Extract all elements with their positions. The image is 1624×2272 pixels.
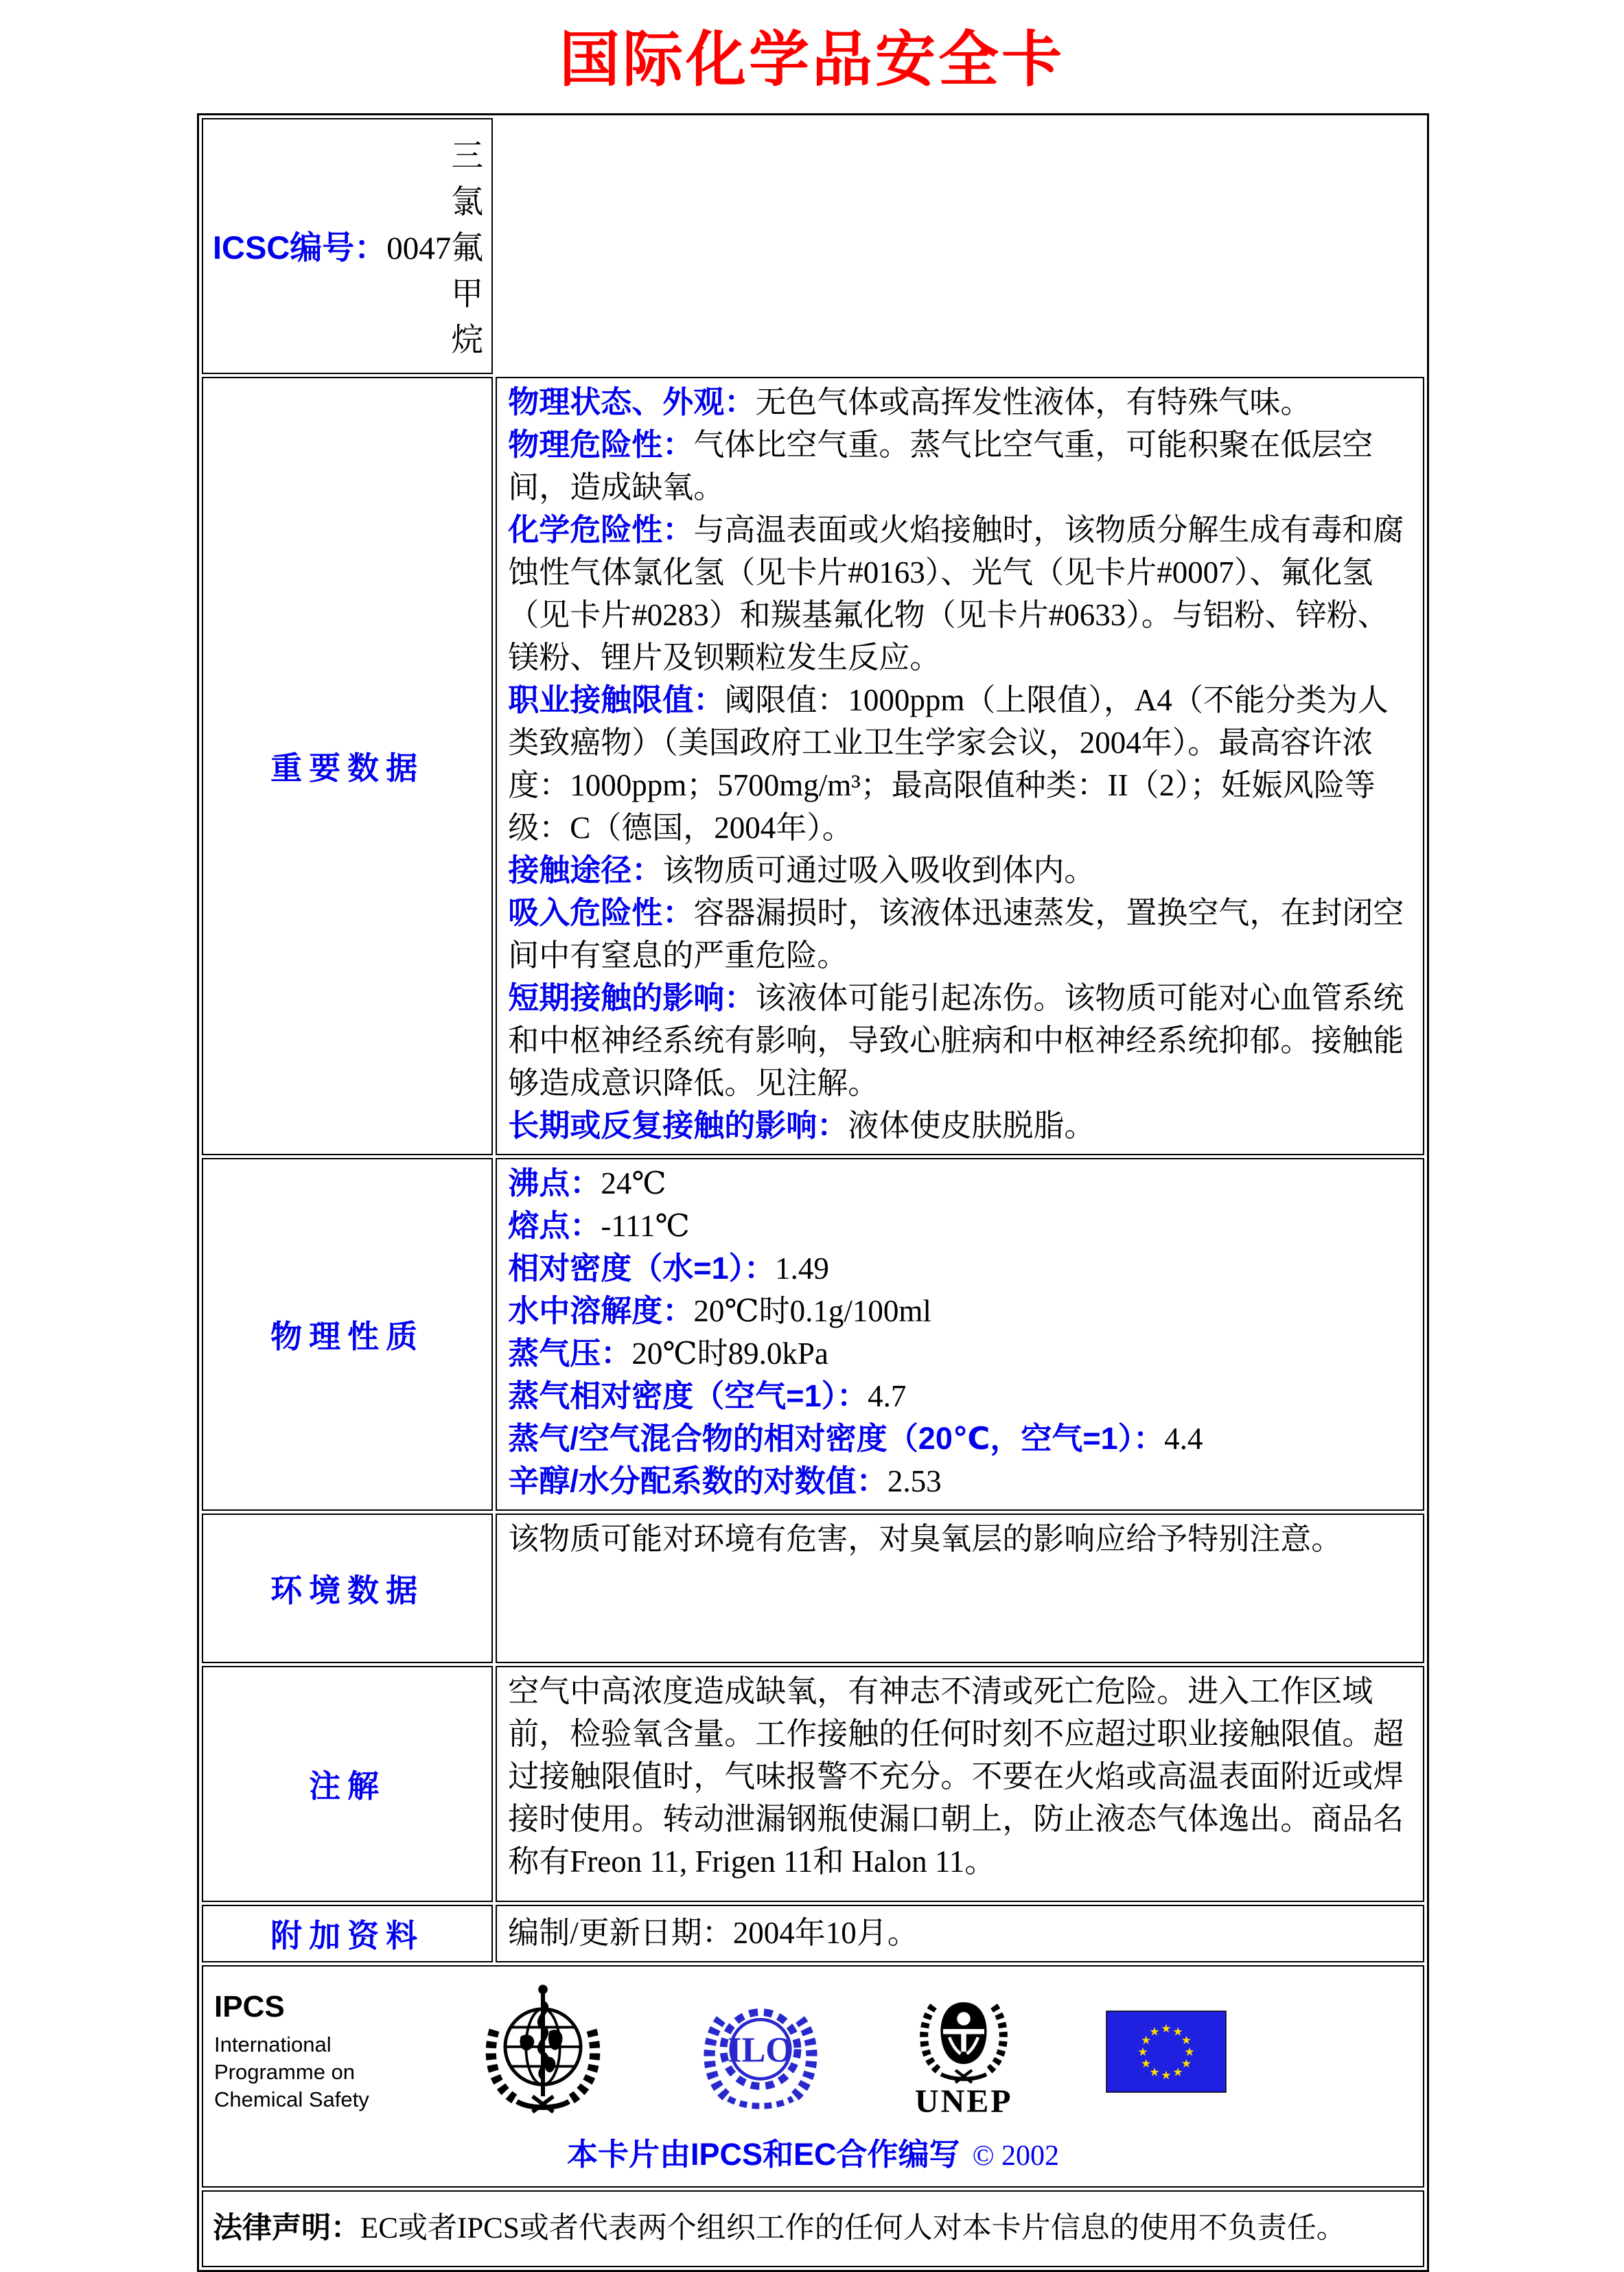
item-label: 长期或反复接触的影响： bbox=[508, 1107, 848, 1143]
unep-label: UNEP bbox=[914, 2083, 1013, 2120]
ipcs-line: Chemical Safety bbox=[214, 2087, 369, 2112]
svg-text:★: ★ bbox=[1172, 2025, 1183, 2039]
svg-text:★: ★ bbox=[1140, 2057, 1152, 2072]
item-label: 短期接触的影响： bbox=[508, 979, 756, 1015]
notes-row bbox=[202, 1666, 1424, 1902]
unep-emblem-icon bbox=[912, 1984, 1015, 2087]
environment-content bbox=[496, 1514, 1424, 1663]
ipcs-text-block bbox=[214, 1990, 387, 2113]
item-label: 物理危险性： bbox=[508, 426, 694, 462]
item-label: 职业接触限值： bbox=[508, 682, 725, 717]
physical-item bbox=[508, 1290, 1413, 1332]
item-label: 物理状态、外观： bbox=[508, 384, 756, 419]
important-item bbox=[508, 424, 1413, 509]
svg-text:★: ★ bbox=[1161, 2069, 1172, 2083]
item-label: 接触途径： bbox=[508, 852, 663, 888]
svg-text:★: ★ bbox=[1137, 2045, 1148, 2060]
legal-label: 法律声明： bbox=[213, 2212, 360, 2245]
item-label: 蒸气相对密度（空气=1）： bbox=[508, 1378, 868, 1413]
svg-text:★: ★ bbox=[1181, 2034, 1192, 2048]
svg-text:★: ★ bbox=[1161, 2022, 1172, 2037]
important-item bbox=[508, 381, 1413, 424]
important-item bbox=[508, 849, 1413, 892]
item-label: 沸点： bbox=[508, 1165, 601, 1201]
important-item bbox=[508, 679, 1413, 849]
footer-caption-text: 本卡片由IPCS和EC合作编写 bbox=[567, 2136, 960, 2172]
legal-text: EC或者IPCS或者代表两个组织工作的任何人对本卡片信息的使用不负责任。 bbox=[360, 2212, 1346, 2245]
item-label: 蒸气/空气混合物的相对密度（20℃，空气=1）： bbox=[508, 1420, 1165, 1456]
item-text: 与高温表面或火焰接触时，该物质分解生成有毒和腐蚀性气体氯化氢（见卡片#0163）、光气（见卡片#0007）、氟化氢（见卡片#0283）和羰基氟化物（见卡片#0633）。与铝粉、锌粉、镁粉、锂片及钡颗粒发生反应。 bbox=[508, 512, 1404, 675]
important-data-row bbox=[202, 377, 1424, 1155]
important-data-row-label: 重要数据 bbox=[202, 377, 493, 1155]
notes-content bbox=[496, 1666, 1424, 1902]
item-text: 气体比空气重。蒸气比空气重，可能积聚在低层空间，造成缺氧。 bbox=[508, 427, 1373, 505]
item-label: 熔点： bbox=[508, 1207, 601, 1243]
item-label: 水中溶解度： bbox=[508, 1293, 694, 1328]
logos-row bbox=[202, 1965, 1424, 2188]
page-title: 国际化学品安全卡 bbox=[559, 27, 1065, 94]
icsc-number-group bbox=[213, 222, 451, 268]
eu-flag-icon bbox=[1106, 2010, 1227, 2093]
ipcs-line: International bbox=[214, 2032, 332, 2057]
additional-info-text: 编制/更新日期：2004年10月。 bbox=[508, 1915, 918, 1950]
additional-info-row-label: 附加资料 bbox=[202, 1905, 493, 1962]
item-value: 2.53 bbox=[887, 1463, 942, 1498]
footer-copyright: © 2002 bbox=[972, 2140, 1059, 2172]
unep-block bbox=[912, 1984, 1015, 2120]
physical-item bbox=[508, 1417, 1413, 1460]
important-item bbox=[508, 1104, 1413, 1147]
item-text: 该液体可能引起冻伤。该物质可能对心血管系统和中枢神经系统有影响，导致心脏病和中枢神经系统抑郁。接触能够造成意识降低。见注解。 bbox=[508, 980, 1404, 1100]
additional-info-content bbox=[496, 1905, 1424, 1962]
ipcs-acronym: IPCS bbox=[214, 1990, 285, 2024]
item-text: 容器漏损时，该液体迅速蒸发，置换空气，在封闭空间中有窒息的严重危险。 bbox=[508, 895, 1404, 973]
item-value: 20℃时0.1g/100ml bbox=[693, 1293, 931, 1328]
item-text: 阈限值：1000ppm（上限值），A4（不能分类为人类致癌物）（美国政府工业卫生学家会议，2004年）。最高容许浓度：1000ppm；5700mg/m³；最高限值种类：II（2）；妊娠风险等级：C（德国，2004年）。 bbox=[508, 682, 1389, 845]
item-label: 吸入危险性： bbox=[508, 894, 694, 930]
item-label: 化学危险性： bbox=[508, 511, 694, 547]
item-value: 20℃时89.0kPa bbox=[631, 1336, 828, 1371]
logos-cell bbox=[202, 1965, 1424, 2188]
item-value: 4.7 bbox=[868, 1378, 907, 1413]
svg-text:★: ★ bbox=[1140, 2034, 1152, 2048]
header-cell bbox=[202, 118, 493, 374]
logos-strip bbox=[203, 1967, 1423, 2122]
icsc-number-label: ICSC编号： bbox=[213, 229, 387, 266]
item-value: 24℃ bbox=[601, 1166, 666, 1201]
item-value: 1.49 bbox=[775, 1251, 829, 1286]
notes-row-label: 注解 bbox=[202, 1666, 493, 1902]
important-item bbox=[508, 892, 1413, 977]
physical-item bbox=[508, 1460, 1413, 1503]
item-label: 蒸气压： bbox=[508, 1335, 632, 1371]
physical-item bbox=[508, 1162, 1413, 1205]
physical-properties-content bbox=[496, 1158, 1424, 1511]
notes-text: 空气中高浓度造成缺氧，有神志不清或死亡危险。进入工作区域前，检验氧含量。工作接触的任何时刻不应超过职业接触限值。超过接触限值时，气味报警不充分。不要在火焰或高温表面附近或焊接时使用。转动泄漏钢瓶使漏口朝上，防止液态气体逸出。商品名称有Freon 11, Frigen 11和 Halon 11。 bbox=[508, 1673, 1404, 1879]
physical-item bbox=[508, 1205, 1413, 1247]
item-label: 相对密度（水=1）： bbox=[508, 1250, 776, 1286]
svg-text:★: ★ bbox=[1172, 2065, 1183, 2080]
physical-item bbox=[508, 1247, 1413, 1290]
item-text: 该物质可通过吸入吸收到体内。 bbox=[662, 853, 1095, 888]
environment-row-label: 环境数据 bbox=[202, 1514, 493, 1663]
footer-caption bbox=[203, 2129, 1423, 2174]
important-data-content bbox=[496, 377, 1424, 1155]
legal-row bbox=[202, 2190, 1424, 2267]
item-value: 4.4 bbox=[1164, 1421, 1203, 1456]
svg-text:★: ★ bbox=[1149, 2025, 1160, 2039]
item-value: -111℃ bbox=[601, 1208, 690, 1243]
environment-data-row bbox=[202, 1514, 1424, 1663]
legal-cell bbox=[202, 2190, 1424, 2267]
chemical-name: 三氯氟甲烷 bbox=[451, 138, 484, 358]
ilo-emblem-icon bbox=[699, 1990, 822, 2113]
icsc-document-page bbox=[0, 27, 1624, 2272]
important-item bbox=[508, 509, 1413, 679]
svg-text:★: ★ bbox=[1181, 2057, 1192, 2072]
physical-item bbox=[508, 1332, 1413, 1375]
physical-properties-row-label: 物理性质 bbox=[202, 1158, 493, 1511]
item-text: 液体使皮肤脱脂。 bbox=[848, 1108, 1095, 1143]
environment-text: 该物质可能对环境有危害，对臭氧层的影响应给予特别注意。 bbox=[508, 1521, 1343, 1556]
icsc-number-value: 0047 bbox=[386, 230, 452, 266]
header-row bbox=[202, 118, 1424, 374]
svg-text:★: ★ bbox=[1184, 2045, 1195, 2060]
who-emblem-icon bbox=[478, 1982, 608, 2122]
additional-info-row bbox=[202, 1905, 1424, 1962]
ilo-letters: ILO bbox=[727, 2030, 793, 2070]
svg-text:★: ★ bbox=[1149, 2065, 1160, 2080]
item-label: 辛醇/水分配系数的对数值： bbox=[508, 1463, 888, 1498]
ipcs-line: Programme on bbox=[214, 2060, 356, 2085]
important-item bbox=[508, 977, 1413, 1104]
icsc-card-table bbox=[197, 113, 1429, 2272]
item-text: 无色气体或高挥发性液体，有特殊气味。 bbox=[755, 384, 1312, 419]
physical-item bbox=[508, 1375, 1413, 1417]
physical-properties-row bbox=[202, 1158, 1424, 1511]
